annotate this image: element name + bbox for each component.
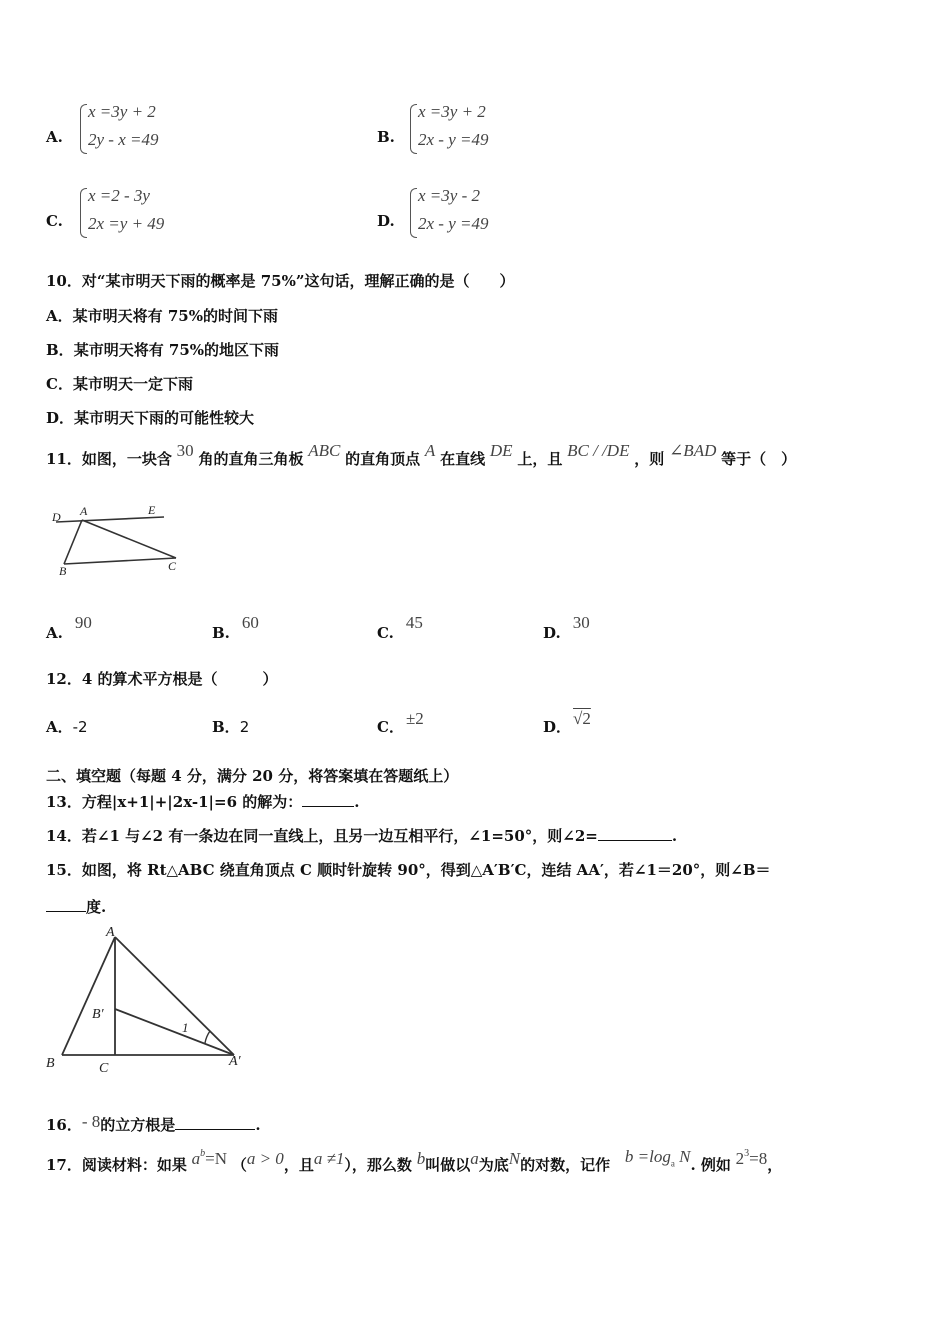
label-a: A bbox=[106, 925, 115, 940]
answer-blank[interactable] bbox=[175, 1115, 255, 1130]
option-d: D.30 bbox=[543, 613, 590, 642]
triangle-figure bbox=[46, 500, 196, 580]
label-d: D bbox=[52, 510, 61, 524]
equation-2: 2x - y =49 bbox=[418, 130, 489, 149]
option-d: D． √2 bbox=[543, 709, 591, 736]
equation-1: x =3y + 2 bbox=[88, 102, 156, 121]
equation-1: x =2 - 3y bbox=[88, 186, 150, 205]
option-label: A. bbox=[46, 128, 63, 146]
question-14: 14．若∠1 与∠2 有一条边在同一直线上，且另一边互相平行，∠1=50°，则∠2= . bbox=[46, 827, 678, 845]
label-a: A bbox=[80, 504, 88, 518]
answer-blank[interactable] bbox=[302, 792, 354, 807]
question-13: 13．方程|x+1|+|2x-1|=6 的解为： . bbox=[46, 793, 360, 811]
option-b: B．2 bbox=[212, 718, 250, 736]
label-angle-1: 1 bbox=[182, 1020, 189, 1035]
question-17: 17．阅读材料：如果 $a^b=N$ （a > 0，且a ≠1），那么数 b叫做以a为底N的对数，记作 $b =\log_a$ N. 例如 $2^3=8$， bbox=[46, 1147, 783, 1174]
line-de bbox=[56, 517, 164, 522]
brace-icon bbox=[410, 188, 417, 238]
brace-icon bbox=[80, 188, 87, 238]
equation-1: x =3y + 2 bbox=[418, 102, 486, 121]
brace-icon bbox=[80, 104, 87, 154]
option-label: C. bbox=[46, 212, 63, 230]
segment-ac bbox=[82, 520, 176, 558]
option-c: C． ±2 bbox=[377, 709, 424, 736]
label-b-prime: B′ bbox=[92, 1007, 104, 1022]
equation-2: 2x - y =49 bbox=[418, 214, 489, 233]
brace-icon bbox=[410, 104, 417, 154]
label-a-prime: A′ bbox=[229, 1054, 241, 1069]
rotation-figure bbox=[42, 922, 262, 1074]
segment-bc bbox=[64, 558, 176, 564]
question-16: 16．- 8的立方根是 . bbox=[46, 1112, 261, 1134]
question-stem: 10．对“某市明天下雨的概率是 75%”这句话，理解正确的是（ ） bbox=[46, 272, 515, 290]
label-e: E bbox=[148, 503, 156, 517]
label-c: C bbox=[99, 1061, 109, 1074]
question-stem: 12．4 的算术平方根是（ ） bbox=[46, 670, 278, 688]
label-b: B bbox=[46, 1056, 55, 1071]
option-c: C．某市明天一定下雨 bbox=[46, 375, 193, 393]
option-d: D．某市明天下雨的可能性较大 bbox=[46, 409, 255, 427]
section-heading: 二、填空题（每题 4 分，满分 20 分，将答案填在答题纸上） bbox=[46, 767, 459, 785]
option-a: A.90 bbox=[46, 613, 92, 642]
label-c: C bbox=[168, 559, 177, 573]
segment-ab bbox=[64, 520, 82, 564]
option-a: A．-2 bbox=[46, 718, 88, 736]
answer-blank[interactable] bbox=[46, 897, 86, 912]
answer-blank[interactable] bbox=[598, 826, 672, 841]
option-c: C.45 bbox=[377, 613, 423, 642]
question-stem-line-1: 15．如图，将 Rt△ABC 绕直角顶点 C 顺时针旋转 90°，得到△A′B′C，连结 AA′，若∠1＝20°，则∠B＝ bbox=[46, 861, 771, 879]
question-stem-line-2: 度. bbox=[46, 896, 106, 917]
label-b: B bbox=[59, 564, 67, 578]
question-stem: 11．如图，一块含 30 角的直角三角板 ABC 的直角顶点 A 在直线 DE 上，且 BC / /DE ，则 ∠BAD 等于（ ） bbox=[46, 441, 797, 468]
equation-2: 2x =y + 49 bbox=[88, 214, 165, 233]
option-b: B．某市明天将有 75%的地区下雨 bbox=[46, 341, 280, 359]
option-b: B.60 bbox=[212, 613, 259, 642]
equation-1: x =3y - 2 bbox=[418, 186, 480, 205]
equation-2: 2y - x =49 bbox=[88, 130, 159, 149]
option-label: B. bbox=[377, 128, 395, 146]
option-a: A．某市明天将有 75%的时间下雨 bbox=[46, 307, 278, 325]
option-label: D. bbox=[377, 212, 395, 230]
